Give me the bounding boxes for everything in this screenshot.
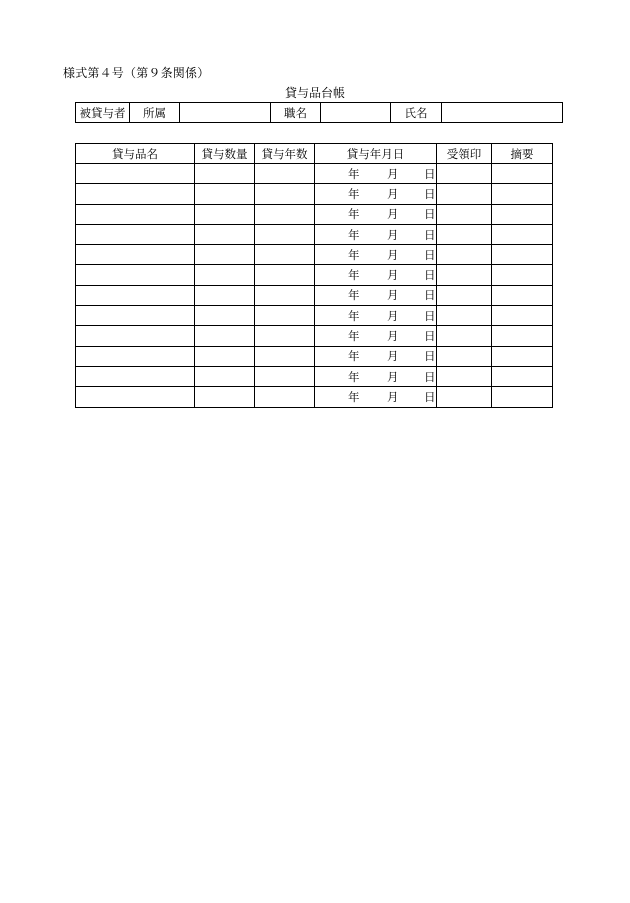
years-cell[interactable] — [255, 326, 315, 346]
quantity-cell[interactable] — [195, 285, 255, 305]
quantity-cell[interactable] — [195, 326, 255, 346]
table-row — [76, 265, 553, 285]
table-row — [76, 346, 553, 366]
receipt-seal-cell[interactable] — [437, 184, 492, 204]
item-name-cell[interactable] — [76, 184, 195, 204]
borrower-label: 被貸与者 — [76, 103, 130, 123]
quantity-cell[interactable] — [195, 387, 255, 407]
table-row — [76, 184, 553, 204]
item-name-cell[interactable] — [76, 245, 195, 265]
receipt-seal-cell[interactable] — [437, 224, 492, 244]
remarks-cell[interactable] — [492, 245, 553, 265]
years-cell[interactable] — [255, 285, 315, 305]
day-unit: 日 — [424, 227, 436, 242]
receipt-seal-cell[interactable] — [437, 285, 492, 305]
loan-date-cell[interactable] — [315, 306, 437, 326]
month-unit: 月 — [387, 369, 399, 384]
loan-date-cell[interactable] — [315, 204, 437, 224]
day-unit: 日 — [424, 247, 436, 262]
quantity-cell[interactable] — [195, 265, 255, 285]
remarks-cell[interactable] — [492, 285, 553, 305]
item-name-cell[interactable] — [76, 306, 195, 326]
day-unit: 日 — [424, 268, 436, 283]
remarks-cell[interactable] — [492, 387, 553, 407]
year-unit: 年 — [348, 166, 360, 181]
year-unit: 年 — [348, 308, 360, 323]
position-field[interactable] — [321, 103, 391, 123]
header-years: 貸与年数 — [255, 144, 315, 164]
year-unit: 年 — [348, 186, 360, 201]
quantity-cell[interactable] — [195, 224, 255, 244]
receipt-seal-cell[interactable] — [437, 204, 492, 224]
year-unit: 年 — [348, 247, 360, 262]
table-row — [76, 285, 553, 305]
table-row — [76, 306, 553, 326]
item-name-cell[interactable] — [76, 387, 195, 407]
receipt-seal-cell[interactable] — [437, 306, 492, 326]
item-name-cell[interactable] — [76, 204, 195, 224]
item-name-cell[interactable] — [76, 285, 195, 305]
affiliation-field[interactable] — [180, 103, 271, 123]
remarks-cell[interactable] — [492, 366, 553, 386]
quantity-cell[interactable] — [195, 366, 255, 386]
ledger-body — [76, 164, 553, 408]
day-unit: 日 — [424, 288, 436, 303]
borrower-info-row — [76, 103, 563, 123]
years-cell[interactable] — [255, 265, 315, 285]
month-unit: 月 — [387, 349, 399, 364]
loan-date-cell[interactable] — [315, 366, 437, 386]
loan-date-cell[interactable] — [315, 387, 437, 407]
year-unit: 年 — [348, 227, 360, 242]
name-field[interactable] — [442, 103, 563, 123]
years-cell[interactable] — [255, 224, 315, 244]
header-item-name: 貸与品名 — [76, 144, 195, 164]
loan-date-cell[interactable] — [315, 224, 437, 244]
loan-date-cell[interactable] — [315, 285, 437, 305]
header-remarks: 摘要 — [492, 144, 553, 164]
day-unit: 日 — [424, 308, 436, 323]
day-unit: 日 — [424, 207, 436, 222]
years-cell[interactable] — [255, 306, 315, 326]
table-row — [76, 224, 553, 244]
receipt-seal-cell[interactable] — [437, 366, 492, 386]
table-row — [76, 366, 553, 386]
loan-date-cell[interactable] — [315, 245, 437, 265]
year-unit: 年 — [348, 207, 360, 222]
quantity-cell[interactable] — [195, 204, 255, 224]
name-label: 氏名 — [391, 103, 442, 123]
loan-date-cell[interactable] — [315, 265, 437, 285]
years-cell[interactable] — [255, 366, 315, 386]
table-row — [76, 204, 553, 224]
month-unit: 月 — [387, 166, 399, 181]
quantity-cell[interactable] — [195, 164, 255, 184]
receipt-seal-cell[interactable] — [437, 346, 492, 366]
ledger-header-row — [76, 144, 553, 164]
item-name-cell[interactable] — [76, 164, 195, 184]
remarks-cell[interactable] — [492, 164, 553, 184]
header-receipt-seal: 受領印 — [437, 144, 492, 164]
day-unit: 日 — [424, 329, 436, 344]
header-quantity: 貸与数量 — [195, 144, 255, 164]
remarks-cell[interactable] — [492, 224, 553, 244]
remarks-cell[interactable] — [492, 184, 553, 204]
remarks-cell[interactable] — [492, 265, 553, 285]
document-title: 貸与品台帳 — [284, 86, 345, 100]
item-name-cell[interactable] — [76, 265, 195, 285]
remarks-cell[interactable] — [492, 204, 553, 224]
month-unit: 月 — [387, 389, 399, 404]
quantity-cell[interactable] — [195, 346, 255, 366]
year-unit: 年 — [348, 268, 360, 283]
quantity-cell[interactable] — [195, 306, 255, 326]
day-unit: 日 — [424, 389, 436, 404]
month-unit: 月 — [387, 247, 399, 262]
table-row — [76, 245, 553, 265]
years-cell[interactable] — [255, 164, 315, 184]
year-unit: 年 — [348, 389, 360, 404]
month-unit: 月 — [387, 268, 399, 283]
month-unit: 月 — [387, 186, 399, 201]
receipt-seal-cell[interactable] — [437, 164, 492, 184]
remarks-cell[interactable] — [492, 326, 553, 346]
receipt-seal-cell[interactable] — [437, 265, 492, 285]
item-name-cell[interactable] — [76, 366, 195, 386]
day-unit: 日 — [424, 166, 436, 181]
quantity-cell[interactable] — [195, 184, 255, 204]
receipt-seal-cell[interactable] — [437, 326, 492, 346]
position-label: 職名 — [271, 103, 321, 123]
years-cell[interactable] — [255, 245, 315, 265]
month-unit: 月 — [387, 207, 399, 222]
month-unit: 月 — [387, 227, 399, 242]
year-unit: 年 — [348, 349, 360, 364]
remarks-cell[interactable] — [492, 306, 553, 326]
loan-date-cell[interactable] — [315, 346, 437, 366]
loan-date-cell[interactable] — [315, 326, 437, 346]
item-name-cell[interactable] — [76, 224, 195, 244]
year-unit: 年 — [348, 369, 360, 384]
day-unit: 日 — [424, 369, 436, 384]
loan-date-cell[interactable] — [315, 164, 437, 184]
item-name-cell[interactable] — [76, 346, 195, 366]
borrower-info-table — [75, 102, 563, 123]
month-unit: 月 — [387, 329, 399, 344]
table-row — [76, 387, 553, 407]
affiliation-label: 所属 — [130, 103, 180, 123]
form-number-label: 様式第４号（第９条関係） — [63, 66, 210, 80]
years-cell[interactable] — [255, 387, 315, 407]
years-cell[interactable] — [255, 184, 315, 204]
day-unit: 日 — [424, 186, 436, 201]
header-loan-date: 貸与年月日 — [315, 144, 437, 164]
month-unit: 月 — [387, 288, 399, 303]
remarks-cell[interactable] — [492, 346, 553, 366]
day-unit: 日 — [424, 349, 436, 364]
item-name-cell[interactable] — [76, 326, 195, 346]
loan-date-cell[interactable] — [315, 184, 437, 204]
years-cell[interactable] — [255, 346, 315, 366]
year-unit: 年 — [348, 288, 360, 303]
year-unit: 年 — [348, 329, 360, 344]
table-row — [76, 326, 553, 346]
loan-ledger-table — [75, 143, 553, 408]
years-cell[interactable] — [255, 204, 315, 224]
quantity-cell[interactable] — [195, 245, 255, 265]
table-row — [76, 164, 553, 184]
receipt-seal-cell[interactable] — [437, 387, 492, 407]
receipt-seal-cell[interactable] — [437, 245, 492, 265]
month-unit: 月 — [387, 308, 399, 323]
